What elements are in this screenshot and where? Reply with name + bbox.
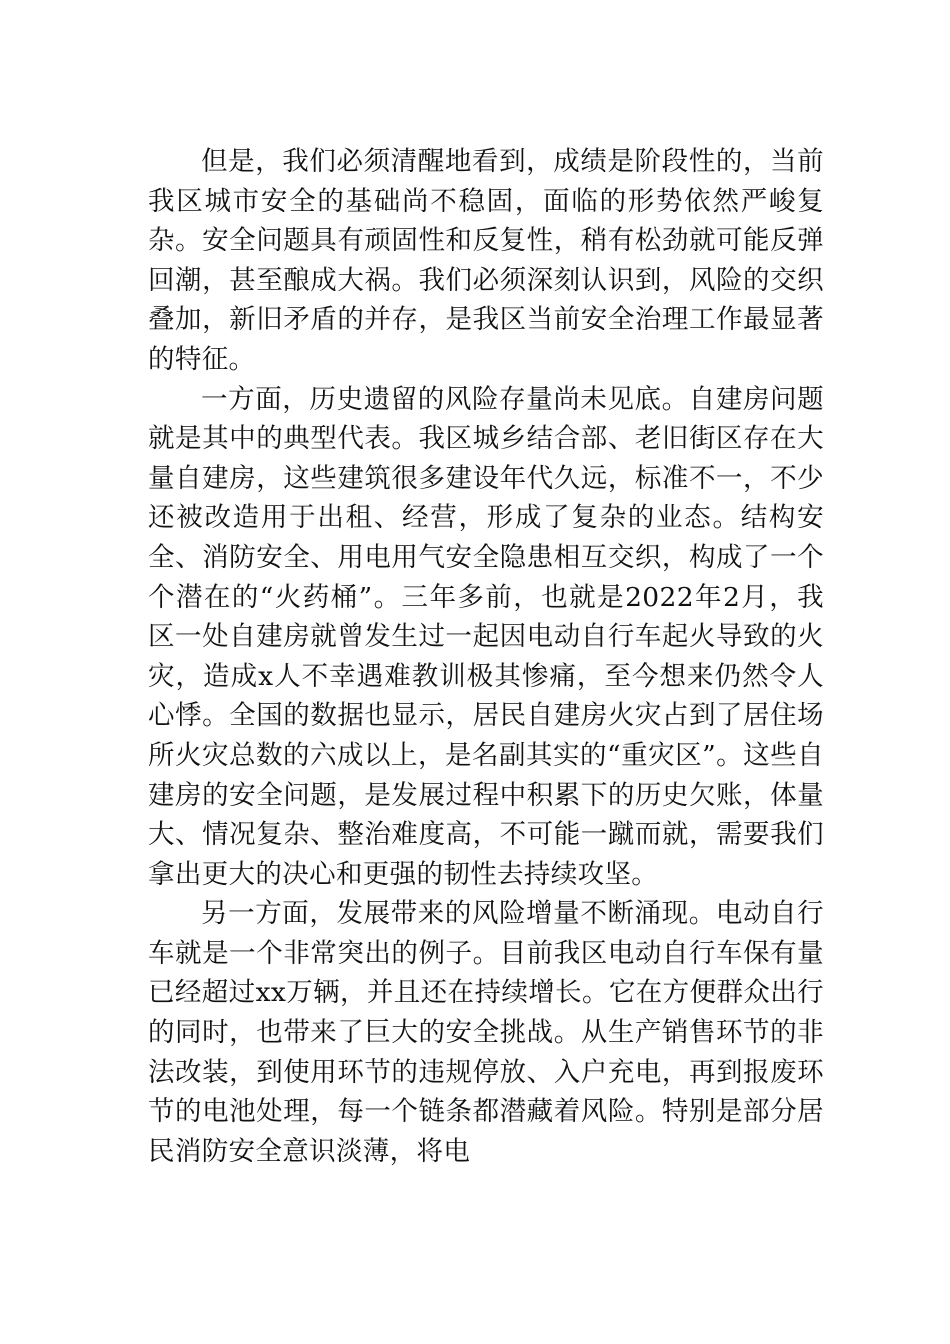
paragraph-3: 另一方面，发展带来的风险增量不断涌现。电动自行车就是一个非常突出的例子。目前我区电动自行车保有量已经超过xx万辆，并且还在持续增长。它在方便群众出行的同时，也带来了巨大的安全挑战。从生产销售环节的非法改装，到使用环节的违规停放、入户充电，再到报废环节的电池处理，每一个链条都潜藏着风险。特别是部分居民消防安全意识淡薄，将电 xyxy=(148,898,824,1167)
paragraph-1: 但是，我们必须清醒地看到，成绩是阶段性的，当前我区城市安全的基础尚不稳固，面临的形势依然严峻复杂。安全问题具有顽固性和反复性，稍有松劲就可能反弹回潮，甚至酿成大祸。我们必须深刻认识到，风险的交织叠加，新旧矛盾的并存，是我区当前安全治理工作最显著的特征。 xyxy=(148,146,824,375)
paragraph-2: 一方面，历史遗留的风险存量尚未见底。自建房问题就是其中的典型代表。我区城乡结合部、老旧街区存在大量自建房，这些建筑很多建设年代久远，标准不一，不少还被改造用于出租、经营，形成了复杂的业态。结构安全、消防安全、用电用气安全隐患相互交织，构成了一个个潜在的“火药桶”。三年多前，也就是2022年2月，我区一处自建房就曾发生过一起因电动自行车起火导致的火灾，造成x人不幸遇难教训极其惨痛，至今想来仍然令人心悸。全国的数据也显示，居民自建房火灾占到了居住场所火灾总数的六成以上，是名副其实的“重灾区”。这些自建房的安全问题，是发展过程中积累下的历史欠账，体量大、情况复杂、整治难度高，不可能一蹴而就，需要我们拿出更大的决心和更强的韧性去持续攻坚。 xyxy=(148,383,824,890)
document-body xyxy=(148,142,824,1171)
